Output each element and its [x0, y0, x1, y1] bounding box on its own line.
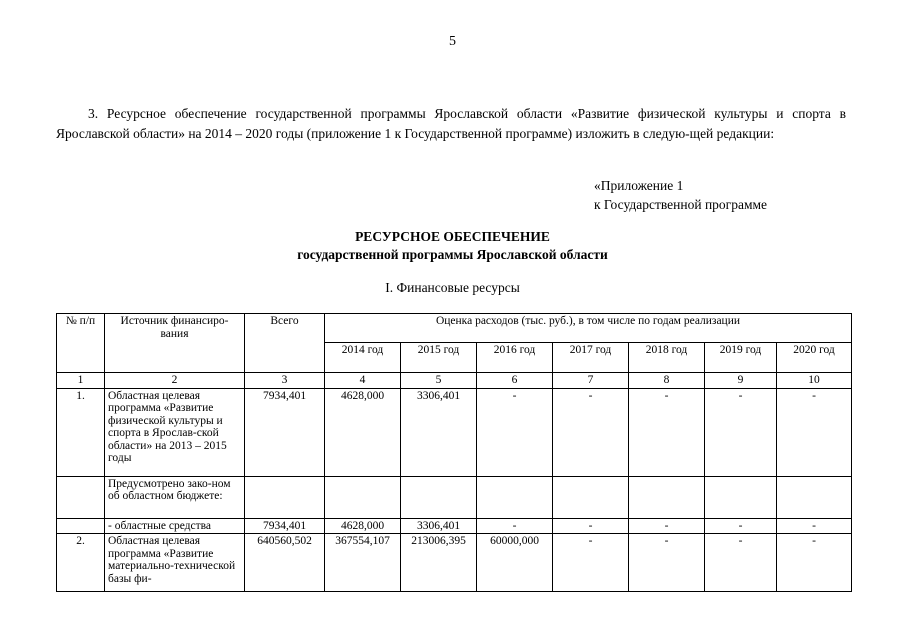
column-number: 10 — [777, 373, 852, 389]
header-num: № п/п — [57, 314, 105, 373]
row-value: - — [705, 534, 777, 592]
header-year: 2017 год — [553, 343, 629, 373]
header-year: 2018 год — [629, 343, 705, 373]
table-row — [57, 518, 852, 534]
appendix-line-2: к Государственной программе — [594, 197, 768, 212]
column-number: 4 — [325, 373, 401, 389]
row-value: - — [629, 518, 705, 534]
header-estimate: Оценка расходов (тыс. руб.), в том числе по годам реализации — [325, 314, 852, 343]
page-number: 5 — [449, 34, 456, 49]
row-num — [57, 518, 105, 534]
row-value — [245, 476, 325, 518]
row-value: - — [477, 388, 553, 476]
table-row — [57, 388, 852, 476]
row-value — [777, 476, 852, 518]
row-value: - — [777, 534, 852, 592]
header-year: 2015 год — [401, 343, 477, 373]
column-number: 1 — [57, 373, 105, 389]
row-value — [553, 476, 629, 518]
header-source: Источник финансиро-вания — [105, 314, 245, 373]
row-source: Областная целевая программа «Развитие материально-технической базы фи- — [105, 534, 245, 592]
header-year: 2014 год — [325, 343, 401, 373]
row-source: - областные средства — [105, 518, 245, 534]
row-value: 3306,401 — [401, 518, 477, 534]
row-value: - — [553, 388, 629, 476]
row-value: 3306,401 — [401, 388, 477, 476]
row-value: - — [705, 388, 777, 476]
document-title — [0, 228, 905, 264]
finance-table — [56, 313, 852, 592]
row-value: 7934,401 — [245, 518, 325, 534]
row-value: - — [705, 518, 777, 534]
table-row — [57, 534, 852, 592]
row-value — [477, 476, 553, 518]
document-title-line-2: государственной программы Ярославской области — [297, 247, 608, 262]
column-number: 6 — [477, 373, 553, 389]
document-title-line-1: РЕСУРСНОЕ ОБЕСПЕЧЕНИЕ — [355, 229, 550, 244]
row-value — [629, 476, 705, 518]
column-number: 9 — [705, 373, 777, 389]
row-value: - — [629, 388, 705, 476]
row-num: 2. — [57, 534, 105, 592]
row-value: 7934,401 — [245, 388, 325, 476]
header-year: 2016 год — [477, 343, 553, 373]
column-number: 8 — [629, 373, 705, 389]
intro-paragraph: 3. Ресурсное обеспечение государственной программы Ярославской области «Развитие физической культуры и спорта в Ярославской области» на 2014 – 2020 годы (приложение 1 к Государственной программе) изложить в следую-щей редакции: — [56, 106, 846, 141]
row-value: - — [553, 518, 629, 534]
row-value: - — [777, 518, 852, 534]
row-value: 60000,000 — [477, 534, 553, 592]
column-number: 5 — [401, 373, 477, 389]
row-value: - — [477, 518, 553, 534]
row-value: 367554,107 — [325, 534, 401, 592]
row-num — [57, 476, 105, 518]
row-value: 4628,000 — [325, 388, 401, 476]
appendix-line-1: «Приложение 1 — [594, 178, 684, 193]
row-value: - — [629, 534, 705, 592]
column-number-row — [57, 373, 852, 389]
header-year: 2019 год — [705, 343, 777, 373]
row-num: 1. — [57, 388, 105, 476]
row-value: 213006,395 — [401, 534, 477, 592]
row-source: Областная целевая программа «Развитие физической культуры и спорта в Ярослав-ской области» на 2013 – 2015 годы — [105, 388, 245, 476]
row-value: 4628,000 — [325, 518, 401, 534]
column-number: 3 — [245, 373, 325, 389]
row-value: - — [553, 534, 629, 592]
row-value: - — [777, 388, 852, 476]
table-row — [57, 476, 852, 518]
table-header-row — [57, 314, 852, 343]
header-total: Всего — [245, 314, 325, 373]
section-title: I. Финансовые ресурсы — [385, 280, 520, 295]
appendix-reference — [594, 176, 767, 214]
row-source: Предусмотрено зако-ном об областном бюджете: — [105, 476, 245, 518]
column-number: 7 — [553, 373, 629, 389]
row-value — [325, 476, 401, 518]
row-value: 640560,502 — [245, 534, 325, 592]
row-value — [401, 476, 477, 518]
column-number: 2 — [105, 373, 245, 389]
row-value — [705, 476, 777, 518]
header-year: 2020 год — [777, 343, 852, 373]
